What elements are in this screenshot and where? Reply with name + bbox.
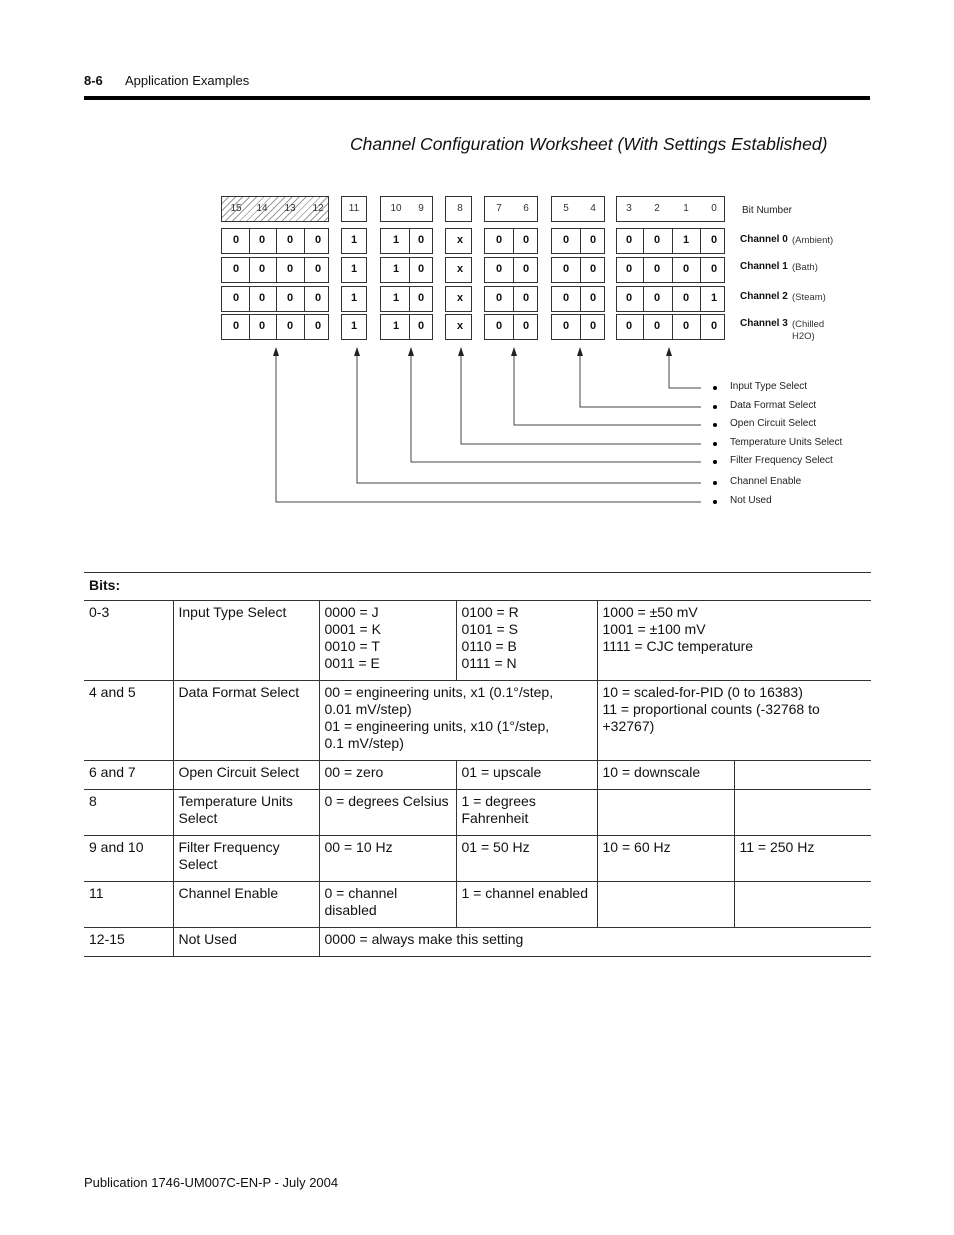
bit-value: 0 [710,263,718,275]
bit-value: 1 [392,292,400,304]
legend-item: Open Circuit Select [730,418,817,429]
bit-divider [513,257,514,283]
legend-item: Channel Enable [730,476,802,487]
value-cell: 0000 = J 0001 = K 0010 = T 0011 = E [319,601,456,681]
section-title: Application Examples [125,73,250,88]
bit-value: x [456,292,464,304]
bit-divider [513,314,514,340]
bit-value: 0 [417,234,425,246]
value-cell [734,790,871,836]
bit-value: 1 [392,234,400,246]
value-cell: 0000 = always make this setting [319,928,871,957]
bits-cell: 9 and 10 [84,836,173,882]
bit-divider [409,228,410,254]
arrow-head [666,347,672,356]
bit-value: 1 [350,263,358,275]
bit-divider [643,228,644,254]
value-cell [734,882,871,928]
bit-header-number: 10 [390,203,402,214]
bit-divider [276,314,277,340]
channel-sublabel: (Bath) [792,262,818,273]
arrow-head [354,347,360,356]
bit-diagram [0,0,954,560]
bit-value: 0 [314,320,322,332]
legend-item: Input Type Select [730,381,808,392]
value-cell [597,790,734,836]
page-number: 8-6 [84,73,103,88]
bit-value: 0 [562,320,570,332]
arrow-head [273,347,279,356]
bit-value: 0 [522,263,530,275]
bits-cell: 6 and 7 [84,761,173,790]
bit-header-number: 15 [230,203,242,214]
bit-divider [700,314,701,340]
bit-number-label: Bit Number [742,205,793,216]
bit-header-number: 13 [284,203,296,214]
bit-value: 0 [286,292,294,304]
table-row [84,836,871,882]
bit-divider [409,286,410,312]
bit-value: 0 [258,234,266,246]
bit-value: 0 [417,263,425,275]
bit-value: 0 [286,234,294,246]
function-cell: Filter Frequency Select [173,836,319,882]
value-cell: 01 = 50 Hz [456,836,597,882]
value-cell: 0 = degrees Celsius [319,790,456,836]
bit-value: 0 [562,234,570,246]
legend-bullet [713,500,717,504]
bit-divider [304,228,305,254]
legend-bullet [713,460,717,464]
bit-value: 0 [286,320,294,332]
bit-divider [249,286,250,312]
bit-value: 0 [232,320,240,332]
connector-line [411,349,701,462]
bit-value: 1 [350,320,358,332]
bit-value: 0 [653,234,661,246]
bit-divider [580,314,581,340]
bit-header-number: 6 [523,203,529,214]
bit-value: 0 [314,263,322,275]
bit-value: x [456,320,464,332]
value-cell: 00 = 10 Hz [319,836,456,882]
value-cell [734,761,871,790]
value-cell: 1 = degrees Fahrenheit [456,790,597,836]
bit-divider [700,286,701,312]
bit-divider [580,257,581,283]
connector-line [461,349,701,444]
connector-line [514,349,701,425]
bit-value: 0 [562,292,570,304]
table-row [84,761,871,790]
bit-value: 0 [258,292,266,304]
arrow-head [408,347,414,356]
bit-value: 0 [562,263,570,275]
worksheet-title: Channel Configuration Worksheet (With Settings Established) [350,134,828,154]
bit-divider [700,228,701,254]
channel-label: Channel 0 [740,234,788,245]
legend-bullet [713,481,717,485]
bit-header-number: 0 [711,203,717,214]
bit-divider [513,286,514,312]
bit-value: 0 [495,234,503,246]
function-cell: Not Used [173,928,319,957]
bit-value: 0 [286,263,294,275]
bit-divider [276,286,277,312]
connector-line [669,349,701,388]
bit-header-number: 8 [457,203,463,214]
value-cell: 10 = downscale [597,761,734,790]
bit-value: 0 [258,263,266,275]
bit-value: 0 [653,320,661,332]
bit-header-number: 14 [256,203,268,214]
bit-header-number: 4 [590,203,596,214]
bit-divider [276,257,277,283]
bit-value: 0 [232,263,240,275]
channel-sublabel: (Ambient) [792,235,834,246]
bit-value: 0 [495,292,503,304]
table-row [84,882,871,928]
bit-value: x [456,263,464,275]
bit-value: 0 [682,292,690,304]
table-row [84,681,871,761]
connector-lines [0,0,954,560]
bit-header-number: 2 [654,203,660,214]
bit-value: 1 [682,234,690,246]
bit-divider [409,257,410,283]
legend-item: Filter Frequency Select [730,455,833,466]
bit-divider [672,257,673,283]
bit-divider [249,257,250,283]
value-cell [597,882,734,928]
bit-header-number: 11 [348,203,360,214]
bit-header-number: 3 [626,203,632,214]
value-cell: 1000 = ±50 mV 1001 = ±100 mV 1111 = CJC temperature [597,601,871,681]
bit-divider [580,286,581,312]
bit-divider [643,286,644,312]
bit-header-number: 5 [563,203,569,214]
bit-value: 1 [710,292,718,304]
function-cell: Data Format Select [173,681,319,761]
connector-line [580,349,701,407]
bits-cell: 11 [84,882,173,928]
value-cell: 00 = engineering units, x1 (0.1°/step, 0.01 mV/step) 01 = engineering units, x10 (1°/step, 0.1 mV/step) [319,681,597,761]
bit-divider [672,314,673,340]
bit-value: 0 [258,320,266,332]
bits-cell: 4 and 5 [84,681,173,761]
bit-value: 0 [232,234,240,246]
value-cell: 00 = zero [319,761,456,790]
bit-value: 0 [589,263,597,275]
bits-table [84,572,871,957]
bit-value: x [456,234,464,246]
bit-divider [643,314,644,340]
bit-value: 0 [417,320,425,332]
bit-value: 0 [682,263,690,275]
bit-value: 0 [625,263,633,275]
bit-value: 0 [710,320,718,332]
channel-sublabel: (Steam) [792,292,826,303]
bit-value: 0 [522,292,530,304]
bit-divider [672,228,673,254]
legend-bullet [713,442,717,446]
table-header-row [84,573,871,601]
value-cell: 10 = 60 Hz [597,836,734,882]
function-cell: Temperature Units Select [173,790,319,836]
arrow-head [511,347,517,356]
channel-label: Channel 1 [740,261,788,272]
table-row [84,928,871,957]
connector-line [357,349,701,483]
function-cell: Channel Enable [173,882,319,928]
bits-cell: 8 [84,790,173,836]
arrow-head [458,347,464,356]
bit-value: 0 [589,320,597,332]
bit-value: 1 [392,320,400,332]
legend-bullet [713,423,717,427]
bit-divider [304,314,305,340]
table-header-cell: Bits: [84,573,871,601]
bit-value: 0 [653,263,661,275]
channel-sublabel: H2O) [792,331,815,342]
bit-value: 0 [625,292,633,304]
bit-value: 0 [522,320,530,332]
function-cell: Open Circuit Select [173,761,319,790]
bit-value: 0 [522,234,530,246]
table-row [84,601,871,681]
table-row [84,790,871,836]
bit-value: 0 [625,320,633,332]
bit-header-number: 12 [312,203,324,214]
legend-item: Not Used [730,495,772,506]
bit-value: 0 [314,234,322,246]
bit-divider [276,228,277,254]
footer-publication: Publication 1746-UM007C-EN-P - July 2004 [84,1175,339,1190]
bit-value: 0 [495,263,503,275]
bit-value: 0 [314,292,322,304]
bit-value: 1 [350,234,358,246]
value-cell: 0 = channel disabled [319,882,456,928]
arrow-head [577,347,583,356]
bit-divider [249,314,250,340]
channel-label: Channel 2 [740,291,788,302]
bit-value: 1 [392,263,400,275]
value-cell: 1 = channel enabled [456,882,597,928]
bits-cell: 12-15 [84,928,173,957]
channel-sublabel: (Chilled [792,319,825,330]
bit-divider [249,228,250,254]
legend-item: Temperature Units Select [730,437,843,448]
bit-divider [304,257,305,283]
channel-label: Channel 3 [740,318,788,329]
bit-value: 0 [653,292,661,304]
bit-divider [409,314,410,340]
bit-value: 0 [495,320,503,332]
legend-bullet [713,405,717,409]
bit-header-number: 7 [496,203,502,214]
legend-item: Data Format Select [730,400,817,411]
bit-divider [672,286,673,312]
bit-divider [643,257,644,283]
bit-value: 0 [589,292,597,304]
legend-bullet [713,386,717,390]
bit-value: 0 [589,234,597,246]
bit-value: 0 [682,320,690,332]
value-cell: 11 = 250 Hz [734,836,871,882]
value-cell: 0100 = R 0101 = S 0110 = B 0111 = N [456,601,597,681]
bit-value: 0 [710,234,718,246]
bit-value: 0 [232,292,240,304]
bit-divider [580,228,581,254]
function-cell: Input Type Select [173,601,319,681]
bit-header-number: 1 [683,203,689,214]
bits-cell: 0-3 [84,601,173,681]
bit-value: 0 [417,292,425,304]
value-cell: 01 = upscale [456,761,597,790]
bit-divider [513,228,514,254]
bit-value: 0 [625,234,633,246]
bit-divider [700,257,701,283]
bit-divider [304,286,305,312]
value-cell: 10 = scaled-for-PID (0 to 16383) 11 = proportional counts (-32768 to +32767) [597,681,871,761]
bit-header-number: 9 [418,203,424,214]
bit-value: 1 [350,292,358,304]
